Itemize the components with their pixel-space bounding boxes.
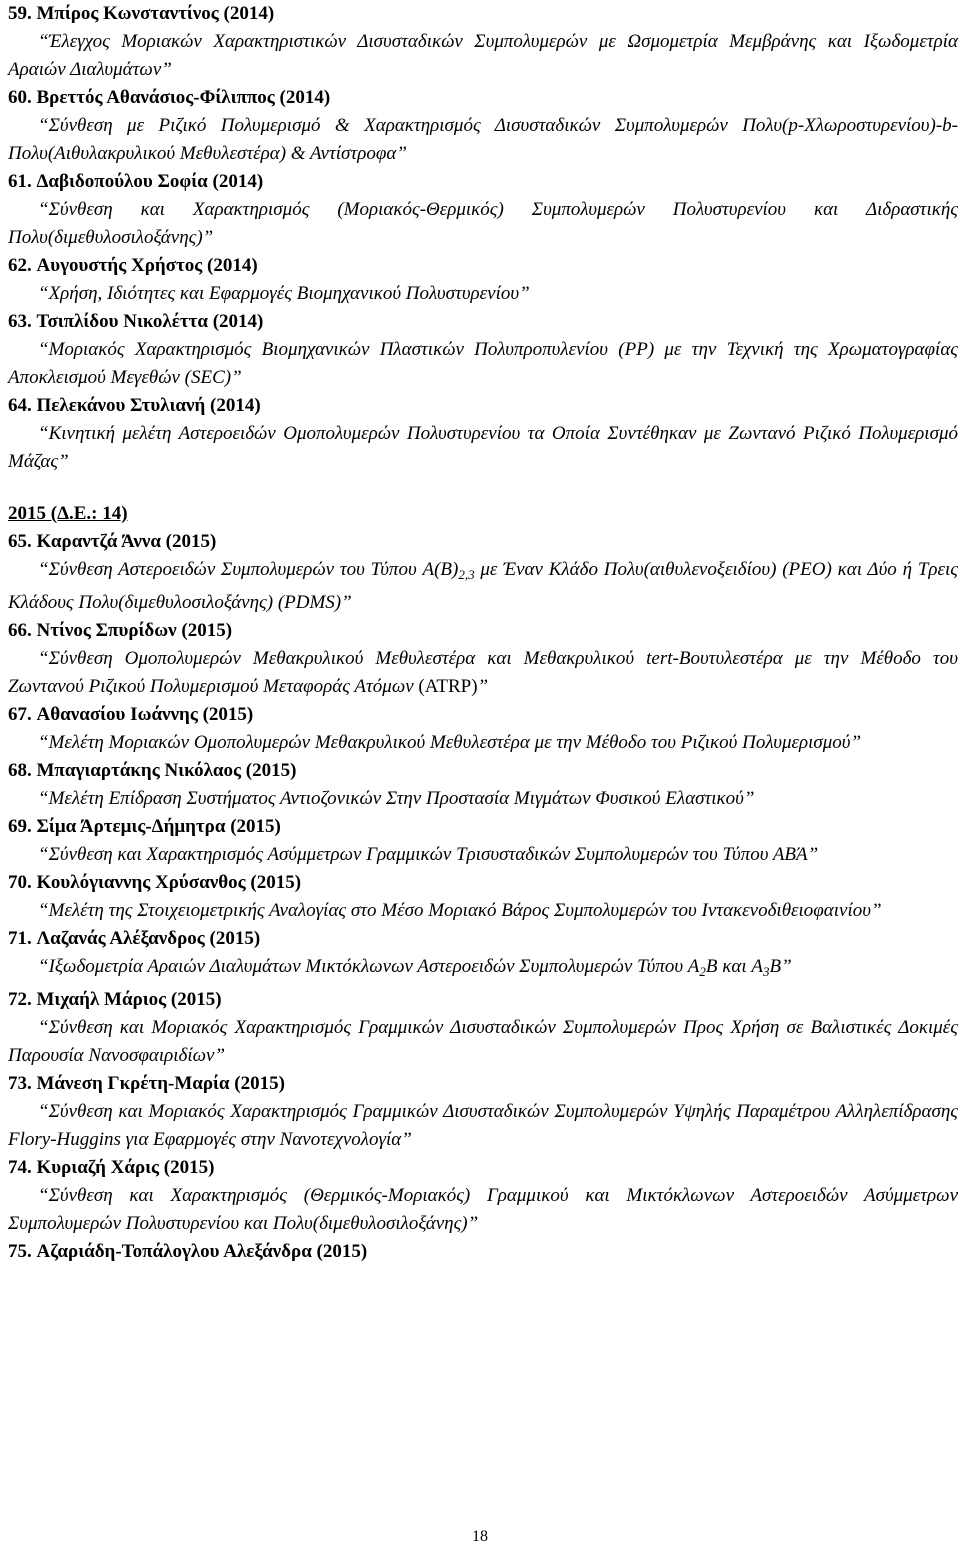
entry-author: Αθανασίου Ιωάννης (2015)	[36, 704, 254, 725]
entry-number: 65.	[8, 531, 32, 552]
list-item	[8, 1238, 958, 1266]
entry-number: 71.	[8, 928, 32, 949]
entry-title: “Μοριακός Χαρακτηρισμός Βιομηχανικών Πλαστικών Πολυπροπυλενίου (PP) με την Τεχνική της Χρωματογραφίας Αποκλεισμού Μεγεθών (SEC)”	[8, 339, 958, 388]
entry-author: Μάνεση Γκρέτη-Μαρία (2015)	[36, 1073, 285, 1094]
entry-title: “Σύνθεση και Χαρακτηρισμός (Θερμικός-Μοριακός) Γραμμικού και Μικτόκλωνων Αστεροειδών Ασύμμετρων Συμπολυμερών Πολυστυρενίου και Πολυ(διμεθυλοσιλοξάνης)”	[8, 1185, 958, 1234]
entry-title: “Σύνθεση και Χαρακτηρισμός (Μοριακός-Θερμικός) Συμπολυμερών Πολυστυρενίου και Διδραστικής Πολυ(διμεθυλοσιλοξάνης)”	[8, 199, 958, 248]
entry-number: 62.	[8, 255, 32, 276]
list-item	[8, 757, 958, 813]
entry-title: “Κινητική μελέτη Αστεροειδών Ομοπολυμερών Πολυστυρενίου τα Οποία Συντέθηκαν με Ζωντανό Ριζικό Πολυμερισμό Μάζας”	[8, 423, 958, 472]
entry-number: 60.	[8, 87, 32, 108]
entry-number: 69.	[8, 816, 32, 837]
list-item	[8, 84, 958, 168]
entry-author: Πελεκάνου Στυλιανή (2014)	[36, 395, 261, 416]
entry-number: 67.	[8, 704, 32, 725]
entry-title: “Μελέτη Επίδραση Συστήματος Αντιοζονικών Στην Προστασία Μιγμάτων Φυσικού Ελαστικού”	[38, 788, 755, 809]
entry-author: Λαζανάς Αλέξανδρος (2015)	[36, 928, 261, 949]
entry-author: Μιχαήλ Μάριος (2015)	[36, 989, 222, 1010]
entry-author: Σίμα Άρτεμις-Δήμητρα (2015)	[36, 816, 281, 837]
document-page	[8, 0, 958, 1266]
entry-title: “Μελέτη Μοριακών Ομοπολυμερών Μεθακρυλικού Μεθυλεστέρα με την Μέθοδο του Ριζικού Πολυμερισμού”	[38, 732, 862, 753]
entry-title: “Σύνθεση με Ριζικό Πολυμερισμό & Χαρακτηρισμός Δισυσταδικών Συμπολυμερών Πολυ(p-Χλωροστυρενίου)-b-Πολυ(Αιθυλακρυλικού Μεθυλεστέρα) & Αντίστροφα”	[8, 115, 958, 164]
entry-title: “Σύνθεση και Χαρακτηρισμός Ασύμμετρων Γραμμικών Τρισυσταδικών Συμπολυμερών του Τύπου ΑΒΆ”	[38, 844, 819, 865]
list-item	[8, 701, 958, 757]
list-item	[8, 0, 958, 84]
entry-number: 74.	[8, 1157, 32, 1178]
year-heading: 2015 (Δ.Ε.: 14)	[8, 503, 128, 524]
entry-author: Καραντζά Άννα (2015)	[36, 531, 217, 552]
list-item	[8, 1070, 958, 1154]
entry-number: 68.	[8, 760, 32, 781]
entry-title: “Χρήση, Ιδιότητες και Εφαρμογές Βιομηχανικού Πολυστυρενίου”	[38, 283, 530, 304]
entry-number: 66.	[8, 620, 32, 641]
entry-author: Βρεττός Αθανάσιος-Φίλιππος (2014)	[36, 87, 331, 108]
list-item	[8, 528, 958, 617]
entry-title: “Σύνθεση και Μοριακός Χαρακτηρισμός Γραμμικών Δισυσταδικών Συμπολυμερών Υψηλής Παραμέτρου Αλληλεπίδρασης Flory-Huggins για Εφαρμογές στην Νανοτεχνολογία”	[8, 1101, 958, 1150]
entry-title: “Σύνθεση Αστεροειδών Συμπολυμερών του Τύπου $A(B)_{2,3}$ με Έναν Κλάδο Πολυ(αιθυλενοξειδίου) (PEO) και Δύο ή Τρεις Κλάδους Πολυ(διμεθυλοσιλοξάνης) (PDMS)”	[8, 559, 958, 613]
entry-author: Ντίνος Σπυρίδων (2015)	[36, 620, 233, 641]
list-item	[8, 813, 958, 869]
list-item	[8, 1154, 958, 1238]
entry-author: Μπίρος Κωνσταντίνος (2014)	[36, 3, 275, 24]
entry-author: Αζαριάδη-Τοπάλογλου Αλεξάνδρα (2015)	[36, 1241, 368, 1262]
entry-author: Κουλόγιαννης Χρύσανθος (2015)	[36, 872, 302, 893]
entry-title: “Σύνθεση Ομοπολυμερών Μεθακρυλικού Μεθυλεστέρα και Μεθακρυλικού tert-Βουτυλεστέρα με την Μέθοδο του Ζωντανού Ριζικού Πολυμερισμού Μεταφοράς Ατόμων (ATRP)”	[8, 648, 958, 697]
entry-number: 70.	[8, 872, 32, 893]
entry-author: Μπαγιαρτάκης Νικόλαος (2015)	[36, 760, 297, 781]
list-item	[8, 617, 958, 701]
entry-title: “Σύνθεση και Μοριακός Χαρακτηρισμός Γραμμικών Δισυσταδικών Συμπολυμερών Προς Χρήση σε Βαλιστικές Δοκιμές Παρουσία Νανοσφαιριδίων”	[8, 1017, 958, 1066]
entry-title: “Έλεγχος Μοριακών Χαρακτηριστικών Δισυσταδικών Συμπολυμερών με Ωσμομετρία Μεμβράνης και Ιξωδομετρία Αραιών Διαλυμάτων”	[8, 31, 958, 80]
page-number: 18	[472, 1528, 488, 1545]
list-item	[8, 986, 958, 1070]
entry-number: 61.	[8, 171, 32, 192]
list-item	[8, 869, 958, 925]
entry-number: 63.	[8, 311, 32, 332]
list-item	[8, 392, 958, 476]
list-item	[8, 252, 958, 308]
entry-number: 59.	[8, 3, 32, 24]
entry-title: “Μελέτη της Στοιχειομετρικής Αναλογίας στο Μέσο Μοριακό Βάρος Συμπολυμερών του Ιντακενοδιθειοφαινίου”	[38, 900, 882, 921]
entry-number: 64.	[8, 395, 32, 416]
entry-number: 72.	[8, 989, 32, 1010]
entry-number: 75.	[8, 1241, 32, 1262]
entry-author: Τσιπλίδου Νικολέττα (2014)	[36, 311, 264, 332]
entry-author: Κυριαζή Χάρις (2015)	[36, 1157, 215, 1178]
entry-number: 73.	[8, 1073, 32, 1094]
list-item	[8, 308, 958, 392]
entry-title: “Ιξωδομετρία Αραιών Διαλυμάτων Μικτόκλωνων Αστεροειδών Συμπολυμερών Τύπου $A_2B$ και $A_3B$”	[38, 956, 792, 979]
list-item	[8, 168, 958, 252]
entry-author: Δαβιδοπούλου Σοφία (2014)	[36, 171, 264, 192]
entry-author: Αυγουστής Χρήστος (2014)	[36, 255, 258, 276]
list-item	[8, 925, 958, 986]
